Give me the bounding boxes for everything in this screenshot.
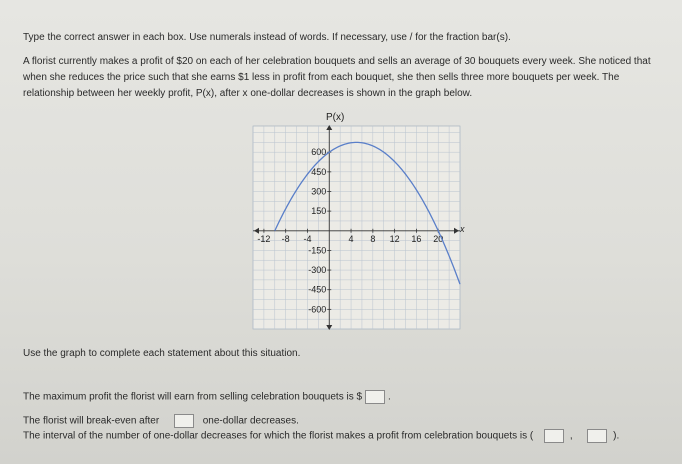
interval-end-input[interactable] — [587, 429, 607, 443]
x-tick-label: 20 — [433, 233, 444, 244]
profit-graph — [250, 111, 465, 333]
x-tick-label: -8 — [281, 233, 290, 244]
break-even-prefix: The florist will break-even after — [23, 415, 160, 427]
x-tick-label: 16 — [411, 233, 422, 244]
max-profit-text: The maximum profit the florist will earn from selling celebration bouquets is $ — [23, 391, 363, 403]
break-even-suffix: one-dollar decreases. — [202, 415, 299, 427]
interval-suffix: ). — [613, 430, 620, 442]
y-tick-label: 450 — [311, 166, 327, 177]
x-tick-label: 4 — [348, 233, 354, 244]
graph-title: P(x) — [326, 112, 345, 123]
y-tick-label: -300 — [308, 265, 327, 276]
use-graph-text: Use the graph to complete each statement about this situation. — [23, 348, 301, 359]
x-axis-label: x — [460, 224, 465, 234]
x-tick-label: 8 — [370, 233, 376, 244]
y-tick-label: 300 — [311, 186, 327, 197]
interval-start-input[interactable] — [544, 429, 564, 443]
max-profit-statement — [23, 390, 391, 405]
interval-statement — [23, 429, 619, 444]
max-profit-suffix: . — [388, 391, 391, 403]
y-tick-label: -150 — [308, 245, 327, 256]
y-tick-label: -450 — [308, 284, 327, 295]
max-profit-input[interactable] — [365, 390, 385, 404]
break-even-statement — [23, 414, 299, 429]
graph-plot-area — [253, 126, 460, 329]
instructions-text: Type the correct answer in each box. Use numerals instead of words. If necessary, use / for the fraction bar(s). — [23, 32, 511, 43]
y-tick-label: -600 — [308, 304, 327, 315]
break-even-input[interactable] — [174, 414, 194, 428]
x-tick-label: -12 — [257, 233, 271, 244]
graph-grid — [253, 126, 460, 329]
x-tick-label: 12 — [389, 233, 400, 244]
interval-separator: , — [569, 430, 573, 442]
y-tick-label: 150 — [311, 206, 327, 217]
x-tick-label: -4 — [303, 233, 312, 244]
interval-text: The interval of the number of one-dollar decreases for which the florist makes a profit from celebration bouquets is ( — [23, 430, 534, 442]
problem-text: A florist currently makes a profit of $20 on each of her celebration bouquets and sells an average of 30 bouquets every week. She noticed that when she reduces the price such that she earns $1 less in profit from each bouquet, she then sells three more bouquets per week. The relationship between her weekly profit, P(x), after x one-dollar decreases is shown in the graph below. — [23, 56, 651, 99]
y-tick-label: 600 — [311, 147, 327, 158]
